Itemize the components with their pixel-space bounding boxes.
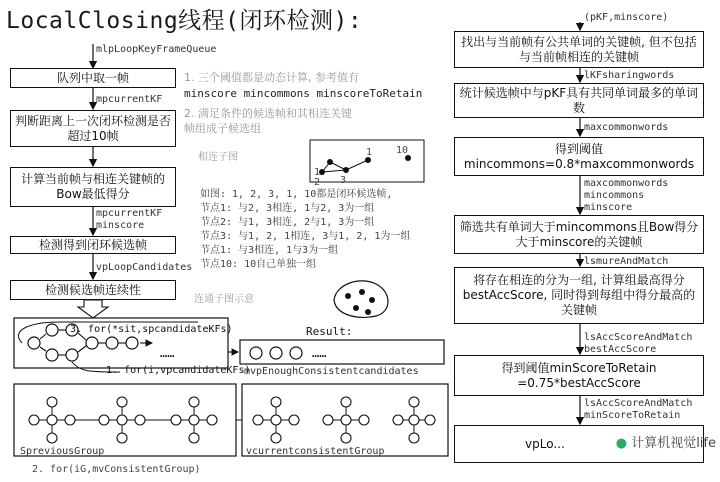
- hollow-down-arrow: [78, 300, 108, 318]
- graph-node-label-2: 2: [314, 177, 321, 188]
- ellipsis-result: ……: [312, 346, 327, 360]
- enough-consistent-label: mvpEnoughConsistentcandidates: [244, 366, 419, 377]
- step-mincommons: [454, 137, 704, 176]
- step-retain-line1: 得到阈值minScoreToRetain: [501, 360, 657, 375]
- example-intro: 如图: 1, 2, 3, 1, 10都是闭环候选帧,: [200, 189, 393, 200]
- step-pop-frame: 队列中取一帧: [10, 68, 176, 88]
- mincommons-label: mincommons: [584, 190, 645, 201]
- score-match-label: lsmureAndMatch: [584, 256, 669, 267]
- queue-label: mlpLoopKeyFrameQueue: [96, 44, 217, 55]
- threshold-vars: minscore mincommons minscoreToRetain: [184, 87, 423, 100]
- candidates-label: vpLoopCandidates: [96, 262, 193, 273]
- for-loop-3-label: 3. for(*sit,spcandidateKFs): [70, 324, 233, 335]
- minscore-right-label: minscore: [584, 202, 633, 213]
- subgraph-sketch: [334, 281, 388, 318]
- ellipsis-left: ……: [160, 346, 175, 360]
- subgraph-nodes: [345, 289, 375, 315]
- result-label: Result:: [306, 325, 353, 338]
- threshold-note: 1. 三个阈值都是动态计算, 参考值有: [184, 71, 359, 84]
- subgraph-note: 连通子图示意: [194, 294, 254, 305]
- current-group-label: vcurrentconsistentGroup: [246, 446, 385, 457]
- step-final-candidates: vpLo...: [454, 425, 704, 463]
- right-top-label: (pKF,minscore): [584, 12, 669, 23]
- step-consistency: 检测候选帧连续性: [10, 280, 176, 300]
- subgroup-note: 2. 满足条件的候选帧和其相连关键帧组成子候选组: [184, 107, 352, 135]
- example-line: 节点1: 与2, 3相连, 1与2, 3为一组: [200, 203, 375, 214]
- result-nodes: [250, 347, 302, 359]
- watermark-text: 计算机视觉life: [631, 436, 716, 451]
- example-line: 节点3: 与1, 2, 1相连, 3与1, 2, 1为一组: [200, 231, 411, 242]
- graph-node-label-3: 3: [340, 175, 347, 186]
- retain-label: minScoreToRetain: [584, 410, 681, 421]
- example-line: 节点2: 与1, 3相连, 2与1, 3为一组: [200, 217, 375, 228]
- step-distance-check: 判断距离上一次闭环检测是否超过10帧: [10, 110, 176, 147]
- current-kf-label-2: mpcurrentKF: [96, 208, 163, 219]
- example-line: 节点10: 10自己单独一组: [200, 259, 317, 270]
- step-count-common: 统计候选帧中与pKF具有共同单词最多的单词数: [454, 83, 704, 118]
- previous-group-label: SpreviousGroup: [20, 446, 105, 457]
- best-score-label: bestAccScore: [584, 344, 657, 355]
- step-mincommons-line2: mincommons=0.8*maxcommonwords: [463, 156, 695, 171]
- step-min-score-retain: [454, 355, 704, 396]
- step-mincommons-line1: 得到阈值: [554, 141, 603, 156]
- for-loop-2-label: 2. for(iG,mvConsistentGroup): [32, 464, 201, 475]
- graph-node-label-10: 10: [396, 145, 409, 156]
- wechat-icon: ●: [615, 436, 628, 451]
- step-group-best-score: 将存在相连的分为一组, 计算组最高得分bestAccScore, 同时得到每组中得分最高的关键帧: [454, 267, 704, 324]
- graph-node-label-4: 1: [366, 147, 373, 158]
- acc-score-label-2: lsAccScoreAndMatch: [584, 398, 693, 409]
- step-detect-candidates: 检测得到闭环候选帧: [10, 236, 176, 254]
- watermark: [616, 432, 716, 451]
- minscore-label: minscore: [96, 220, 145, 231]
- step-filter-keyframes: 筛选共有单词大于mincommons且Bow得分大于minscore的关键帧: [454, 215, 704, 254]
- acc-score-label: lsAccScoreAndMatch: [584, 332, 693, 343]
- page-title: LocalClosing线程(闭环检测):: [6, 8, 363, 34]
- graph-node-label-1: 1: [314, 167, 321, 178]
- step-find-common-words: 找出与当前帧有公共单词的关键帧, 但不包括与当前帧相连的关键帧: [454, 31, 704, 68]
- step-bow-score: 计算当前帧与相连关键帧的Bow最低得分: [10, 167, 176, 207]
- example-graph-nodes: [319, 155, 411, 175]
- maxcommon-label: maxcommonwords: [584, 122, 669, 133]
- step-retain-line2: =0.75*bestAccScore: [517, 375, 641, 390]
- maxcommon-label-2: maxcommonwords: [584, 178, 669, 189]
- current-kf-label: mpcurrentKF: [96, 94, 163, 105]
- partial-graph-note: 相连子图: [198, 152, 238, 163]
- for-loop-1-label: 1. for(i,vpcandidateKFs): [106, 365, 251, 376]
- example-line: 节点1: 与3相连, 1与3为一组: [200, 245, 339, 256]
- sharing-words-label: lKFsharingwords: [584, 70, 675, 81]
